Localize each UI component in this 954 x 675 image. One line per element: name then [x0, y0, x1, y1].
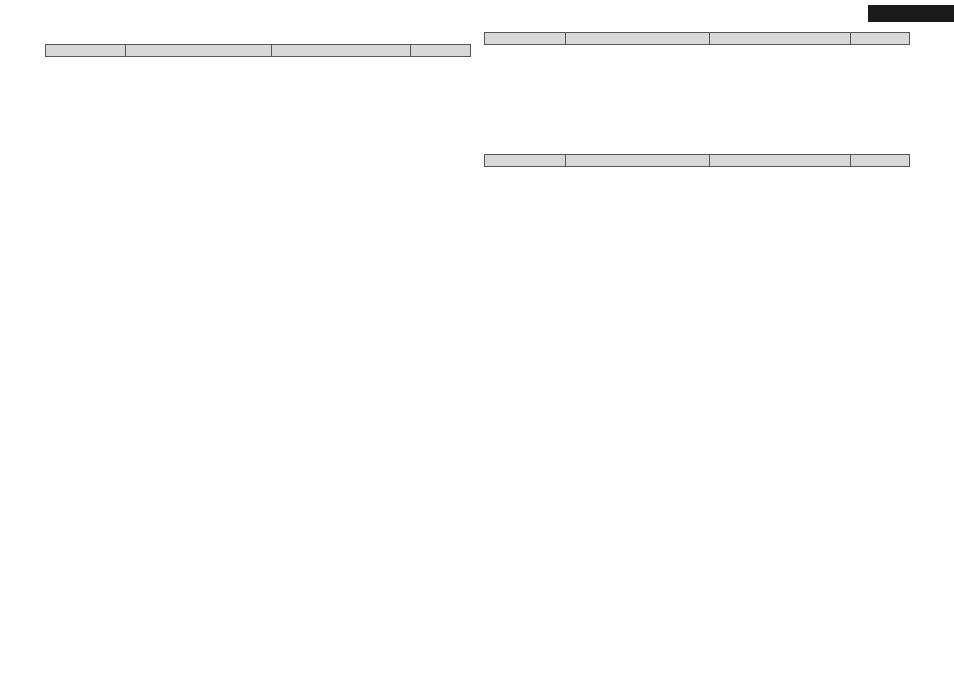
col-header-cause	[126, 45, 272, 57]
col-header-cause	[566, 155, 710, 167]
col-header-countermeasure	[710, 33, 851, 45]
col-header-cause	[566, 33, 710, 45]
col-header-symptom	[46, 45, 126, 57]
col-header-countermeasure	[272, 45, 411, 57]
audio-table	[45, 44, 471, 57]
language-tab	[868, 5, 954, 22]
audio-continued-table	[484, 32, 910, 45]
col-header-page	[851, 155, 910, 167]
col-header-countermeasure	[710, 155, 851, 167]
video-table	[484, 154, 910, 167]
col-header-symptom	[485, 33, 566, 45]
col-header-page	[851, 33, 910, 45]
col-header-symptom	[485, 155, 566, 167]
col-header-page	[411, 45, 471, 57]
chapter-sidebar	[926, 28, 948, 543]
